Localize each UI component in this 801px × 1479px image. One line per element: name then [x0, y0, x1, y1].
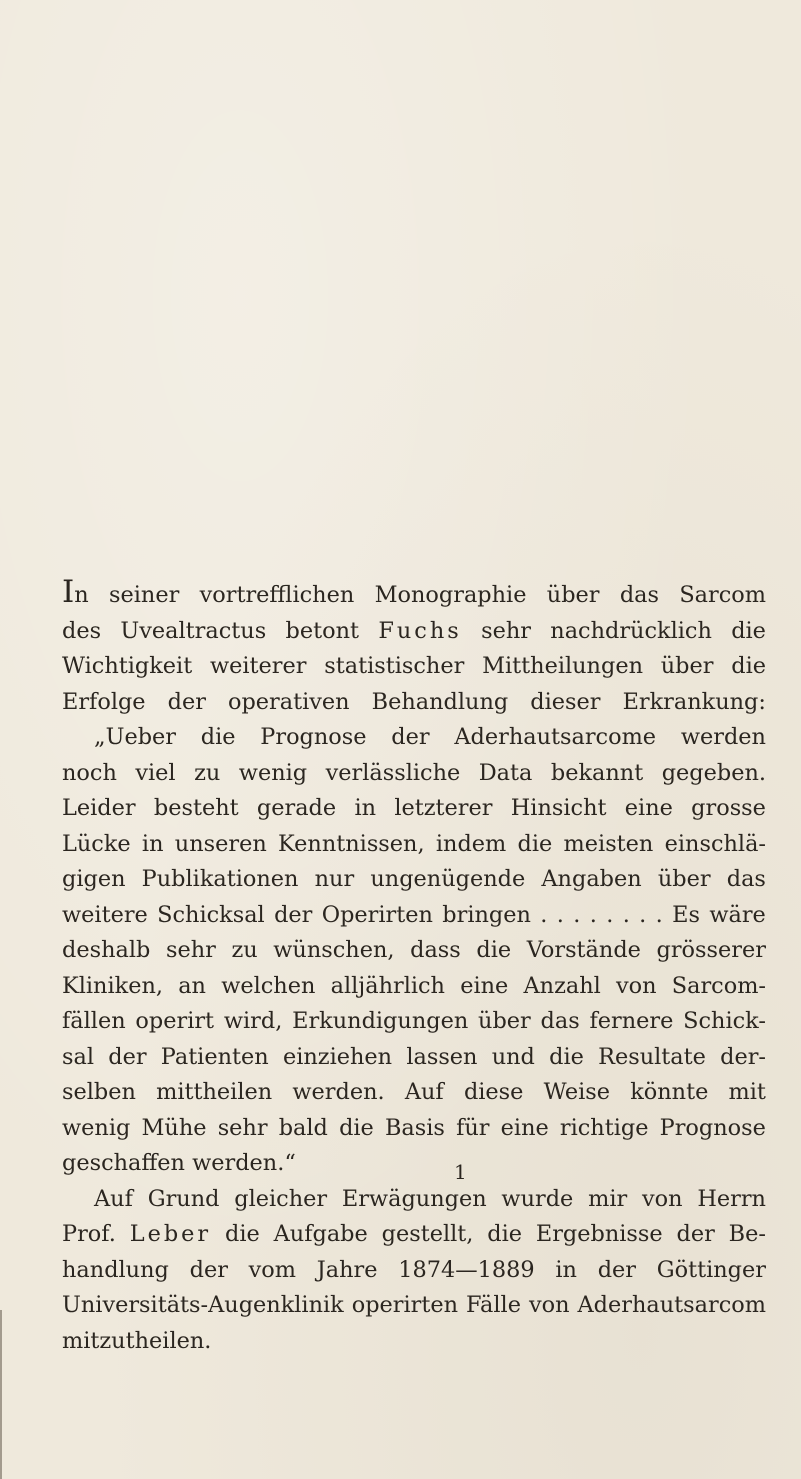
- word: .: [573, 901, 581, 928]
- word: vom: [248, 1256, 297, 1283]
- word: Vorstände: [526, 937, 641, 963]
- word: nur: [314, 866, 355, 892]
- word: richtige: [559, 1114, 649, 1141]
- word: Weise: [543, 1079, 610, 1105]
- word: sal: [62, 1043, 95, 1070]
- word: für: [456, 1114, 490, 1141]
- word: über: [657, 866, 711, 892]
- text-line: [62, 1288, 766, 1324]
- text-line: [62, 756, 766, 792]
- word: 1874—1889: [398, 1256, 535, 1283]
- word: unseren: [174, 830, 267, 857]
- word: des: [62, 617, 102, 644]
- word: Uvealtractus: [120, 617, 267, 644]
- word: verlässliche: [325, 759, 461, 786]
- word: bekannt: [550, 759, 644, 786]
- word: die: [731, 653, 766, 679]
- word: werden.“: [192, 1150, 296, 1176]
- word: lassen: [406, 1043, 478, 1070]
- word: Sarcom-: [671, 972, 766, 999]
- body-text: [62, 574, 766, 1359]
- text-line: [62, 827, 766, 863]
- word: in: [354, 795, 377, 821]
- word: mit: [728, 1079, 766, 1105]
- word: .: [606, 901, 614, 928]
- word: Aderhautsarcome: [454, 724, 657, 750]
- word: .: [589, 901, 597, 928]
- word: Universitäts-Augenklinik: [62, 1292, 344, 1318]
- word: das: [619, 582, 660, 608]
- word: wenig: [62, 1114, 131, 1141]
- word: sehr: [165, 937, 216, 963]
- word: nachdrücklich: [550, 617, 712, 644]
- word: und: [491, 1043, 535, 1070]
- word: das: [726, 866, 766, 892]
- text-line: [62, 1253, 766, 1289]
- word: dass: [410, 937, 461, 963]
- word: Fälle: [466, 1292, 521, 1318]
- word: Erfolge: [62, 688, 146, 715]
- word: eine: [460, 972, 509, 999]
- word: .: [655, 901, 663, 928]
- word: gerade: [256, 795, 337, 821]
- word: werden: [680, 724, 766, 750]
- word: der: [676, 1221, 715, 1247]
- word: der: [167, 688, 206, 715]
- word: seiner: [109, 582, 180, 608]
- page-number: 1: [454, 1160, 467, 1184]
- word: die: [225, 1221, 260, 1247]
- text-line: [62, 1004, 766, 1040]
- word: über: [478, 1008, 531, 1034]
- text-line: [62, 614, 766, 650]
- text-line: [62, 1324, 766, 1360]
- word: weiterer: [209, 653, 307, 679]
- text-line: [62, 649, 766, 685]
- word: der: [274, 901, 313, 928]
- word: In: [62, 574, 89, 610]
- word: Schicksal: [157, 901, 265, 928]
- word: besteht: [153, 795, 239, 821]
- text-line: [62, 1075, 766, 1111]
- text-line: [62, 1111, 766, 1147]
- text-line: [62, 791, 766, 827]
- word: der: [189, 1256, 228, 1283]
- word: Fuchs: [378, 617, 462, 644]
- word: gegeben.: [661, 759, 766, 786]
- word: Erkundigungen: [292, 1008, 469, 1034]
- word: fernere: [589, 1008, 674, 1034]
- word: die: [549, 1043, 584, 1070]
- word: dieser: [530, 688, 601, 715]
- word: weitere: [62, 901, 148, 928]
- word: eine: [624, 795, 673, 821]
- word: .: [540, 901, 548, 928]
- word: diese: [463, 1079, 524, 1105]
- word: einziehen: [282, 1043, 393, 1070]
- word: wünschen,: [273, 937, 395, 963]
- word: bringen: [442, 901, 531, 928]
- word: einschlä-: [664, 830, 766, 857]
- word: Hinsicht: [510, 795, 607, 821]
- word: eine: [500, 1114, 549, 1141]
- word: Patienten: [160, 1043, 269, 1070]
- word: wird,: [223, 1008, 283, 1034]
- word: Göttinger: [656, 1256, 766, 1283]
- text-line: [62, 685, 766, 721]
- word: Aufgabe: [273, 1221, 368, 1247]
- word: grosse: [691, 795, 766, 821]
- word: die: [731, 617, 766, 644]
- word: wäre: [709, 901, 766, 928]
- text-line: [62, 969, 766, 1005]
- word: mir: [588, 1185, 628, 1212]
- word: handlung: [62, 1256, 169, 1283]
- word: Herrn: [697, 1185, 766, 1212]
- word: Kliniken,: [62, 972, 163, 999]
- word: grösserer: [656, 937, 766, 963]
- word: in: [141, 830, 164, 857]
- word: Wichtigkeit: [62, 653, 193, 679]
- text-line: [62, 574, 766, 614]
- word: noch: [62, 759, 117, 786]
- word: meisten: [563, 830, 654, 857]
- text-line: [62, 1146, 766, 1182]
- word: ungenügende: [370, 866, 526, 892]
- word: die: [487, 1221, 522, 1247]
- word: der-: [720, 1043, 766, 1070]
- word: Leber: [129, 1221, 212, 1247]
- word: statistischer: [324, 653, 465, 679]
- word: gleicher: [234, 1185, 328, 1212]
- word: Es: [672, 901, 700, 928]
- word: sehr: [481, 617, 531, 644]
- text-line: [62, 1040, 766, 1076]
- word: in: [555, 1256, 577, 1283]
- word: welchen: [221, 972, 316, 999]
- word: sehr: [217, 1114, 268, 1141]
- word: Operirten: [321, 901, 433, 928]
- word: Leider: [62, 795, 136, 821]
- word: bald: [278, 1114, 328, 1141]
- word: Anzahl: [523, 972, 601, 999]
- word: von: [528, 1292, 570, 1318]
- word: Behandlung: [371, 688, 509, 715]
- word: Publikationen: [141, 866, 299, 892]
- word: zu: [194, 759, 221, 786]
- word: vortrefflichen: [199, 582, 355, 608]
- word: „Ueber: [94, 724, 177, 750]
- word: die: [339, 1114, 374, 1141]
- word: Erkrankung:: [622, 688, 766, 715]
- word: Data: [478, 759, 533, 786]
- word: zu: [231, 937, 258, 963]
- text-line: [62, 933, 766, 969]
- text-line: [62, 1217, 766, 1253]
- word: Prof.: [62, 1221, 116, 1247]
- word: operativen: [227, 688, 350, 715]
- word: indem: [435, 830, 507, 857]
- word: Resultate: [598, 1043, 706, 1070]
- word: gigen: [62, 866, 126, 892]
- word: selben: [62, 1079, 136, 1105]
- word: Jahre: [316, 1256, 378, 1283]
- word: der: [391, 724, 430, 750]
- word: der: [597, 1256, 636, 1283]
- word: von: [616, 972, 657, 999]
- text-line: [62, 1182, 766, 1218]
- word: Be-: [728, 1221, 766, 1247]
- word: über: [660, 653, 714, 679]
- word: werden.: [292, 1079, 385, 1105]
- word: über: [546, 582, 600, 608]
- text-line: [62, 862, 766, 898]
- word: das: [540, 1008, 580, 1034]
- initial-letter: I: [62, 574, 75, 610]
- word: von: [642, 1185, 683, 1212]
- word: mitzutheilen.: [62, 1327, 212, 1354]
- word: die: [476, 937, 512, 963]
- word: könnte: [630, 1079, 709, 1105]
- word: die: [517, 830, 553, 857]
- page-edge-shadow: [0, 1310, 2, 1479]
- word: gestellt,: [381, 1221, 474, 1247]
- word: Grund: [147, 1185, 220, 1212]
- word: viel: [135, 759, 176, 786]
- word: wenig: [238, 759, 308, 786]
- word: fällen: [62, 1008, 126, 1034]
- word: letzterer: [394, 795, 493, 821]
- word: operirten: [351, 1292, 459, 1318]
- word: Prognose: [659, 1114, 766, 1141]
- word: Basis: [384, 1114, 445, 1141]
- word: Erwägungen: [341, 1185, 487, 1212]
- word: geschaffen: [62, 1150, 185, 1176]
- word: Angaben: [541, 866, 642, 892]
- word: deshalb: [62, 937, 151, 963]
- word: .: [639, 901, 647, 928]
- word: Mittheilungen: [482, 653, 643, 679]
- word: Lücke: [62, 830, 131, 857]
- text-line: [62, 898, 766, 934]
- word: Aderhautsarcom: [577, 1292, 766, 1318]
- word: alljährlich: [330, 972, 445, 999]
- word: Sarcom: [679, 582, 766, 608]
- word: mittheilen: [156, 1079, 273, 1105]
- word: Auf: [404, 1079, 444, 1105]
- word: an: [178, 972, 206, 999]
- word: .: [556, 901, 564, 928]
- word: .: [622, 901, 630, 928]
- word: der: [108, 1043, 147, 1070]
- word: Auf: [94, 1185, 133, 1212]
- word: Ergebnisse: [535, 1221, 663, 1247]
- word: wurde: [501, 1185, 574, 1212]
- word: Schick-: [683, 1008, 766, 1034]
- word: Kenntnissen,: [278, 830, 425, 857]
- word: die: [200, 724, 236, 750]
- word: betont: [285, 617, 359, 644]
- word: operirt: [135, 1008, 215, 1034]
- text-line: [62, 720, 766, 756]
- word: Prognose: [260, 724, 367, 750]
- word: Mühe: [141, 1114, 207, 1141]
- word: Monographie: [374, 582, 527, 608]
